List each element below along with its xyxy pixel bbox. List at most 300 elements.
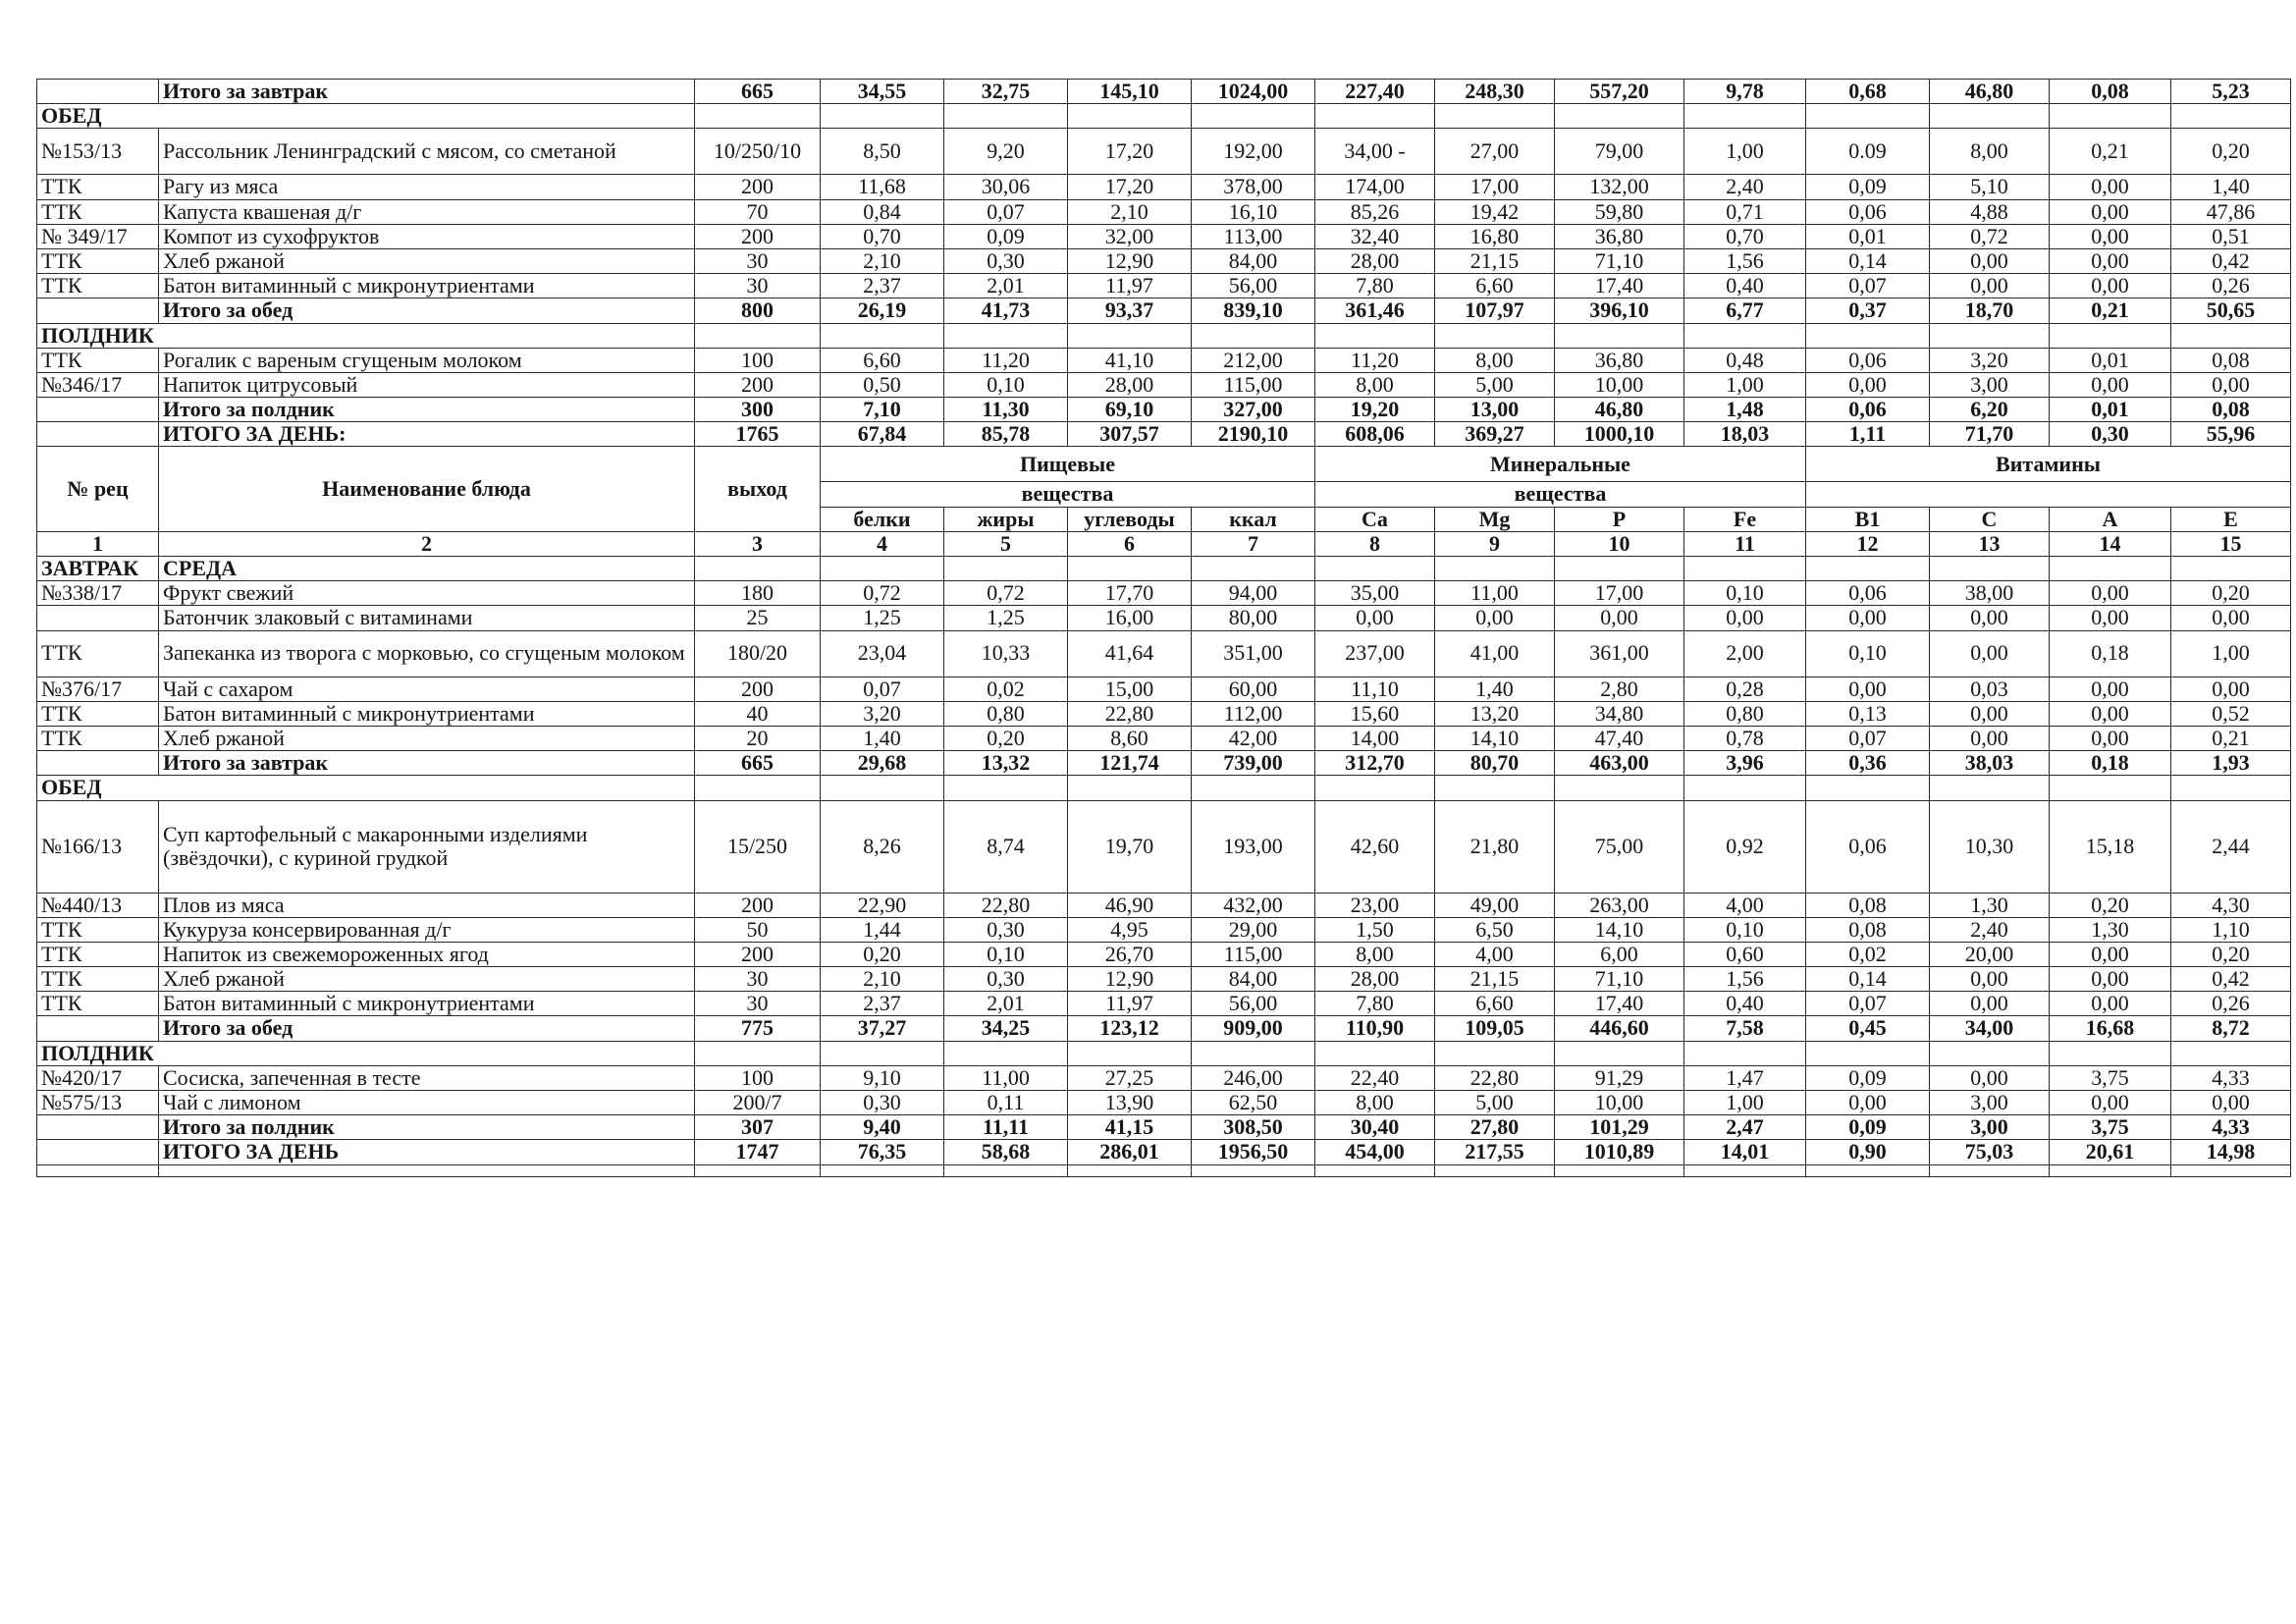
value-cell: 2,40: [1930, 917, 2050, 942]
recipe-code: ТТК: [37, 967, 159, 992]
value-cell: 0,21: [2050, 129, 2171, 175]
value-cell: 0,78: [1684, 726, 1806, 750]
section-row: [37, 323, 2291, 348]
empty-cell: [1315, 1164, 1435, 1176]
value-cell: 19,70: [1068, 800, 1192, 893]
value-cell: 0,09: [1806, 1065, 1930, 1090]
header-minerals: Минеральные: [1315, 447, 1806, 482]
value-cell: 0,21: [2171, 726, 2291, 750]
value-cell: 6,00: [1555, 942, 1684, 966]
value-cell: 10,33: [944, 630, 1068, 677]
recipe-code: [37, 1115, 159, 1140]
value-cell: 0,00: [1806, 677, 1930, 701]
recipe-code: №346/17: [37, 372, 159, 397]
empty-cell: [1806, 1164, 1930, 1176]
value-cell: 42,00: [1192, 726, 1315, 750]
value-cell: 100: [695, 348, 821, 372]
total-value-cell: 121,74: [1068, 751, 1192, 776]
table-row: [37, 677, 2291, 701]
header-subcolumn: белки: [821, 507, 944, 531]
section-title: ОБЕД: [37, 104, 695, 129]
total-label: Итого за обед: [159, 298, 695, 323]
value-cell: 0,00: [1684, 606, 1806, 630]
dish-name: Напиток из свежемороженных ягод: [159, 942, 695, 966]
value-cell: 71,10: [1555, 967, 1684, 992]
empty-cell: [1192, 1041, 1315, 1065]
value-cell: 38,00: [1930, 581, 2050, 606]
value-cell: 0,00: [2050, 372, 2171, 397]
total-value-cell: 248,30: [1435, 80, 1555, 104]
value-cell: 0,30: [821, 1091, 944, 1115]
value-cell: 1,47: [1684, 1065, 1806, 1090]
total-value-cell: 71,70: [1930, 422, 2050, 447]
empty-cell: [1068, 104, 1192, 129]
recipe-code: ТТК: [37, 274, 159, 298]
value-cell: 79,00: [1555, 129, 1684, 175]
value-cell: 41,00: [1435, 630, 1555, 677]
value-cell: 40: [695, 701, 821, 726]
value-cell: 0,80: [1684, 701, 1806, 726]
value-cell: 0,71: [1684, 199, 1806, 224]
column-number: 10: [1555, 531, 1684, 556]
value-cell: 0,70: [1684, 224, 1806, 248]
value-cell: 17,20: [1068, 175, 1192, 199]
total-value-cell: 41,73: [944, 298, 1068, 323]
dish-name: Батончик злаковый с витаминами: [159, 606, 695, 630]
total-value-cell: 312,70: [1315, 751, 1435, 776]
value-cell: 15/250: [695, 800, 821, 893]
total-value-cell: 80,70: [1435, 751, 1555, 776]
total-value-cell: 608,06: [1315, 422, 1435, 447]
table-row: [37, 129, 2291, 175]
total-row: [37, 751, 2291, 776]
recipe-code: №153/13: [37, 129, 159, 175]
value-cell: 60,00: [1192, 677, 1315, 701]
value-cell: 2,00: [1684, 630, 1806, 677]
recipe-code: №440/13: [37, 893, 159, 917]
dish-name: Компот из сухофруктов: [159, 224, 695, 248]
value-cell: 17,00: [1435, 175, 1555, 199]
empty-cell: [159, 1164, 695, 1176]
value-cell: 36,80: [1555, 348, 1684, 372]
total-value-cell: 909,00: [1192, 1016, 1315, 1041]
total-value-cell: 18,03: [1684, 422, 1806, 447]
dish-name: Батон витаминный с микронутриентами: [159, 992, 695, 1016]
value-cell: 200: [695, 175, 821, 199]
value-cell: 21,80: [1435, 800, 1555, 893]
value-cell: 0,08: [2171, 348, 2291, 372]
empty-cell: [1930, 557, 2050, 581]
value-cell: 3,00: [1930, 372, 2050, 397]
value-cell: 15,18: [2050, 800, 2171, 893]
total-value-cell: 0,68: [1806, 80, 1930, 104]
value-cell: 59,80: [1555, 199, 1684, 224]
section-title: ЗАВТРАК: [37, 557, 159, 581]
total-value-cell: 0,06: [1806, 398, 1930, 422]
value-cell: 0,00: [2050, 606, 2171, 630]
value-cell: 8,00: [1435, 348, 1555, 372]
value-cell: 0,30: [944, 248, 1068, 273]
value-cell: 0,00: [2050, 581, 2171, 606]
value-cell: 193,00: [1192, 800, 1315, 893]
value-cell: 30,06: [944, 175, 1068, 199]
value-cell: 0,03: [1930, 677, 2050, 701]
empty-cell: [1930, 104, 2050, 129]
value-cell: 41,64: [1068, 630, 1192, 677]
value-cell: 0,20: [821, 942, 944, 966]
recipe-code: ТТК: [37, 630, 159, 677]
value-cell: 0,00: [2050, 942, 2171, 966]
value-cell: 1,00: [1684, 1091, 1806, 1115]
value-cell: 0,01: [1806, 224, 1930, 248]
value-cell: 0,51: [2171, 224, 2291, 248]
empty-cell: [1068, 1041, 1192, 1065]
total-value-cell: 1747: [695, 1140, 821, 1164]
table-row: [37, 967, 2291, 992]
value-cell: 0,00: [2050, 199, 2171, 224]
empty-cell: [821, 776, 944, 800]
dish-name: Напиток цитрусовый: [159, 372, 695, 397]
value-cell: 21,15: [1435, 248, 1555, 273]
value-cell: 5,00: [1435, 1091, 1555, 1115]
value-cell: 71,10: [1555, 248, 1684, 273]
value-cell: 0,00: [2050, 274, 2171, 298]
empty-cell: [1435, 323, 1555, 348]
value-cell: 0,06: [1806, 199, 1930, 224]
total-value-cell: 286,01: [1068, 1140, 1192, 1164]
dish-name: Хлеб ржаной: [159, 248, 695, 273]
value-cell: 0,00: [2050, 1091, 2171, 1115]
value-cell: 8,00: [1315, 1091, 1435, 1115]
value-cell: 30: [695, 992, 821, 1016]
column-number: 11: [1684, 531, 1806, 556]
recipe-code: ТТК: [37, 175, 159, 199]
value-cell: 263,00: [1555, 893, 1684, 917]
total-value-cell: 327,00: [1192, 398, 1315, 422]
value-cell: 0,10: [1806, 630, 1930, 677]
recipe-code: [37, 1140, 159, 1164]
value-cell: 4,30: [2171, 893, 2291, 917]
header-minerals-sub: вещества: [1315, 482, 1806, 507]
value-cell: 13,90: [1068, 1091, 1192, 1115]
value-cell: 0,20: [944, 726, 1068, 750]
day-title: СРЕДА: [159, 557, 695, 581]
value-cell: 0,00: [2050, 726, 2171, 750]
value-cell: 1,40: [2171, 175, 2291, 199]
value-cell: 1,10: [2171, 917, 2291, 942]
table-header-row: [37, 447, 2291, 482]
column-number: 4: [821, 531, 944, 556]
value-cell: 0,00: [2171, 372, 2291, 397]
table-row: [37, 199, 2291, 224]
dish-name: Кукуруза консервированная д/г: [159, 917, 695, 942]
header-rec-no: № рец: [37, 447, 159, 531]
value-cell: 0,07: [1806, 274, 1930, 298]
value-cell: 22,40: [1315, 1065, 1435, 1090]
empty-cell: [1192, 323, 1315, 348]
value-cell: 11,97: [1068, 274, 1192, 298]
value-cell: 6,50: [1435, 917, 1555, 942]
header-subcolumn: Fe: [1684, 507, 1806, 531]
total-value-cell: 739,00: [1192, 751, 1315, 776]
value-cell: 2,01: [944, 992, 1068, 1016]
value-cell: 2,44: [2171, 800, 2291, 893]
total-row: [37, 422, 2291, 447]
section-title: ОБЕД: [37, 776, 695, 800]
value-cell: 1,25: [944, 606, 1068, 630]
empty-cell: [695, 323, 821, 348]
header-nutrients-sub: вещества: [821, 482, 1315, 507]
recipe-code: ТТК: [37, 992, 159, 1016]
total-label: Итого за полдник: [159, 1115, 695, 1140]
total-value-cell: 19,20: [1315, 398, 1435, 422]
total-value-cell: 361,46: [1315, 298, 1435, 323]
value-cell: 12,90: [1068, 248, 1192, 273]
recipe-code: ТТК: [37, 726, 159, 750]
total-value-cell: 1000,10: [1555, 422, 1684, 447]
header-dish-name: Наименование блюда: [159, 447, 695, 531]
table-row: [37, 893, 2291, 917]
column-number: 9: [1435, 531, 1555, 556]
value-cell: 34,00 -: [1315, 129, 1435, 175]
value-cell: 1,00: [2171, 630, 2291, 677]
empty-cell: [695, 1164, 821, 1176]
total-value-cell: 58,68: [944, 1140, 1068, 1164]
empty-cell: [1684, 557, 1806, 581]
total-value-cell: 665: [695, 80, 821, 104]
value-cell: 20: [695, 726, 821, 750]
value-cell: 0,10: [944, 942, 1068, 966]
bottom-spacer-row: [37, 1164, 2291, 1176]
header-vitamins-sub: [1806, 482, 2291, 507]
empty-cell: [2050, 323, 2171, 348]
value-cell: 23,00: [1315, 893, 1435, 917]
value-cell: 0,08: [1806, 893, 1930, 917]
empty-cell: [1806, 557, 1930, 581]
value-cell: 1,44: [821, 917, 944, 942]
empty-cell: [695, 104, 821, 129]
value-cell: 0,06: [1806, 800, 1930, 893]
value-cell: 0,11: [944, 1091, 1068, 1115]
total-value-cell: 93,37: [1068, 298, 1192, 323]
column-number: 15: [2171, 531, 2291, 556]
value-cell: 112,00: [1192, 701, 1315, 726]
value-cell: 237,00: [1315, 630, 1435, 677]
total-label: ИТОГО ЗА ДЕНЬ: [159, 1140, 695, 1164]
table-row: [37, 992, 2291, 1016]
dish-name: Сосиска, запеченная в тесте: [159, 1065, 695, 1090]
value-cell: 17,00: [1555, 581, 1684, 606]
value-cell: 0,80: [944, 701, 1068, 726]
header-subcolumn: E: [2171, 507, 2291, 531]
value-cell: 22,80: [944, 893, 1068, 917]
value-cell: 8,26: [821, 800, 944, 893]
empty-cell: [821, 1164, 944, 1176]
recipe-code: [37, 1016, 159, 1041]
section-title: ПОЛДНИК: [37, 323, 695, 348]
empty-cell: [1555, 776, 1684, 800]
value-cell: 0,00: [1806, 606, 1930, 630]
empty-cell: [1068, 323, 1192, 348]
empty-cell: [2171, 557, 2291, 581]
value-cell: 0,00: [1806, 372, 1930, 397]
value-cell: 0,70: [821, 224, 944, 248]
total-value-cell: 27,80: [1435, 1115, 1555, 1140]
value-cell: 0,07: [821, 677, 944, 701]
total-value-cell: 30,40: [1315, 1115, 1435, 1140]
column-number: 2: [159, 531, 695, 556]
empty-cell: [1435, 1164, 1555, 1176]
value-cell: 30: [695, 967, 821, 992]
value-cell: 10,00: [1555, 372, 1684, 397]
total-value-cell: 0,18: [2050, 751, 2171, 776]
total-value-cell: 34,25: [944, 1016, 1068, 1041]
header-vitamins: Витамины: [1806, 447, 2291, 482]
value-cell: 0,02: [944, 677, 1068, 701]
value-cell: 23,04: [821, 630, 944, 677]
empty-cell: [1435, 1041, 1555, 1065]
empty-cell: [1435, 104, 1555, 129]
empty-cell: [2050, 557, 2171, 581]
total-value-cell: 7,58: [1684, 1016, 1806, 1041]
value-cell: 15,00: [1068, 677, 1192, 701]
empty-cell: [1068, 1164, 1192, 1176]
value-cell: 8,00: [1315, 372, 1435, 397]
recipe-code: № 349/17: [37, 224, 159, 248]
header-subcolumn: A: [2050, 507, 2171, 531]
header-subcolumn: ккал: [1192, 507, 1315, 531]
value-cell: 4,00: [1435, 942, 1555, 966]
value-cell: 5,10: [1930, 175, 2050, 199]
value-cell: 0,20: [2171, 129, 2291, 175]
total-value-cell: 75,03: [1930, 1140, 2050, 1164]
recipe-code: [37, 298, 159, 323]
dish-name: Хлеб ржаной: [159, 726, 695, 750]
empty-cell: [2050, 1164, 2171, 1176]
table-row: [37, 800, 2291, 893]
value-cell: 30: [695, 274, 821, 298]
value-cell: 1,00: [1684, 129, 1806, 175]
value-cell: 2,10: [821, 967, 944, 992]
value-cell: 0,07: [1806, 992, 1930, 1016]
value-cell: 32,00: [1068, 224, 1192, 248]
value-cell: 13,20: [1435, 701, 1555, 726]
value-cell: 0,30: [944, 917, 1068, 942]
value-cell: 11,68: [821, 175, 944, 199]
total-value-cell: 3,75: [2050, 1115, 2171, 1140]
total-value-cell: 2190,10: [1192, 422, 1315, 447]
table-row: [37, 274, 2291, 298]
total-label: Итого за завтрак: [159, 80, 695, 104]
total-row: [37, 1016, 2291, 1041]
recipe-code: ТТК: [37, 248, 159, 273]
total-value-cell: 123,12: [1068, 1016, 1192, 1041]
value-cell: 62,50: [1192, 1091, 1315, 1115]
total-value-cell: 6,20: [1930, 398, 2050, 422]
total-value-cell: 16,68: [2050, 1016, 2171, 1041]
value-cell: 8,50: [821, 129, 944, 175]
total-value-cell: 69,10: [1068, 398, 1192, 422]
total-value-cell: 463,00: [1555, 751, 1684, 776]
value-cell: 1,50: [1315, 917, 1435, 942]
table-row: [37, 372, 2291, 397]
header-subcolumn: P: [1555, 507, 1684, 531]
dish-name: Фрукт свежий: [159, 581, 695, 606]
total-value-cell: 29,68: [821, 751, 944, 776]
empty-cell: [821, 557, 944, 581]
value-cell: 115,00: [1192, 372, 1315, 397]
total-value-cell: 369,27: [1435, 422, 1555, 447]
value-cell: 5,00: [1435, 372, 1555, 397]
total-value-cell: 101,29: [1555, 1115, 1684, 1140]
total-value-cell: 3,96: [1684, 751, 1806, 776]
empty-cell: [821, 1041, 944, 1065]
value-cell: 20,00: [1930, 942, 2050, 966]
dish-name: Рагу из мяса: [159, 175, 695, 199]
value-cell: 3,20: [1930, 348, 2050, 372]
value-cell: 22,80: [1435, 1065, 1555, 1090]
value-cell: 85,26: [1315, 199, 1435, 224]
value-cell: 0,07: [944, 199, 1068, 224]
total-value-cell: 0,30: [2050, 422, 2171, 447]
value-cell: 8,60: [1068, 726, 1192, 750]
value-cell: 2,10: [1068, 199, 1192, 224]
dish-name: Чай с лимоном: [159, 1091, 695, 1115]
value-cell: 0,00: [2050, 175, 2171, 199]
value-cell: 3,75: [2050, 1065, 2171, 1090]
value-cell: 361,00: [1555, 630, 1684, 677]
table-row: [37, 248, 2291, 273]
recipe-code: №338/17: [37, 581, 159, 606]
column-number: 8: [1315, 531, 1435, 556]
value-cell: 180/20: [695, 630, 821, 677]
value-cell: 0,18: [2050, 630, 2171, 677]
total-value-cell: 0,01: [2050, 398, 2171, 422]
section-row: [37, 557, 2291, 581]
value-cell: 42,60: [1315, 800, 1435, 893]
value-cell: 17,70: [1068, 581, 1192, 606]
total-value-cell: 20,61: [2050, 1140, 2171, 1164]
total-value-cell: 1024,00: [1192, 80, 1315, 104]
empty-cell: [1315, 323, 1435, 348]
total-value-cell: 307: [695, 1115, 821, 1140]
value-cell: 4,95: [1068, 917, 1192, 942]
total-value-cell: 11,30: [944, 398, 1068, 422]
value-cell: 0,06: [1806, 348, 1930, 372]
value-cell: 0,00: [2050, 224, 2171, 248]
value-cell: 8,74: [944, 800, 1068, 893]
value-cell: 0,10: [944, 372, 1068, 397]
empty-cell: [1555, 557, 1684, 581]
column-number: 14: [2050, 531, 2171, 556]
empty-cell: [1684, 1164, 1806, 1176]
value-cell: 246,00: [1192, 1065, 1315, 1090]
dish-name: Хлеб ржаной: [159, 967, 695, 992]
empty-cell: [944, 104, 1068, 129]
value-cell: 34,80: [1555, 701, 1684, 726]
value-cell: 212,00: [1192, 348, 1315, 372]
value-cell: 0,13: [1806, 701, 1930, 726]
value-cell: 11,00: [1435, 581, 1555, 606]
value-cell: 1,30: [1930, 893, 2050, 917]
total-value-cell: 14,01: [1684, 1140, 1806, 1164]
total-row: [37, 80, 2291, 104]
value-cell: 56,00: [1192, 274, 1315, 298]
empty-cell: [1806, 776, 1930, 800]
total-value-cell: 26,19: [821, 298, 944, 323]
total-value-cell: 38,03: [1930, 751, 2050, 776]
table-row: [37, 1091, 2291, 1115]
